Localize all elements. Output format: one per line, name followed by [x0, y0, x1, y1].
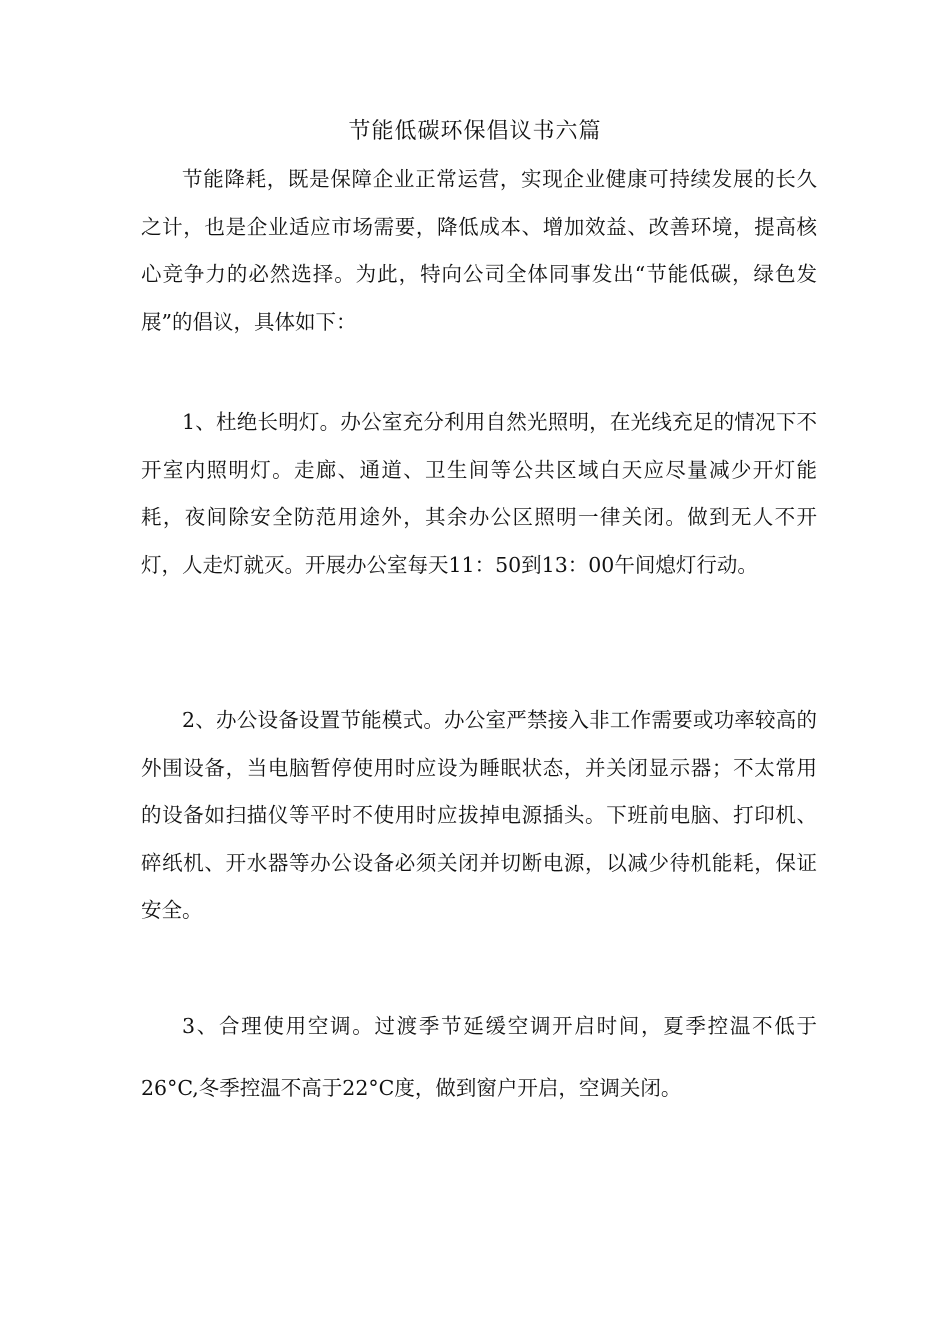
intro-paragraph: 节能降耗，既是保障企业正常运营，实现企业健康可持续发展的长久之计，也是企业适应市场需要，降低成本、增加效益、改善环境，提高核心竞争力的必然选择。为此，特向公司全体同事发出“节能低碳，绿色发展”的倡议，具体如下： [141, 167, 817, 334]
item-2-paragraph: 2、办公设备设置节能模式。办公室严禁接入非工作需要或功率较高的外围设备，当电脑暂停使用时应设为睡眠状态，并关闭显示器；不太常用的设备如扫描仪等平时不使用时应拔掉电源插头。下班前电脑、打印机、碎纸机、开水器等办公设备必须关闭并切断电源，以减少待机能耗，保证安全。 [141, 708, 817, 922]
document-title: 节能低碳环保倡议书六篇 [348, 119, 602, 144]
item-1-paragraph: 1、杜绝长明灯。办公室充分利用自然光照明，在光线充足的情况下不开室内照明灯。走廊、通道、卫生间等公共区域白天应尽量减少开灯能耗，夜间除安全防范用途外，其余办公区照明一律关闭。做到无人不开灯，人走灯就灭。开展办公室每天11：50到13：00午间熄灯行动。 [141, 410, 817, 577]
item-3-paragraph: 3、合理使用空调。过渡季节延缓空调开启时间，夏季控温不低于26°C,冬季控温不高于22°C度，做到窗户开启，空调关闭。 [141, 1014, 817, 1100]
